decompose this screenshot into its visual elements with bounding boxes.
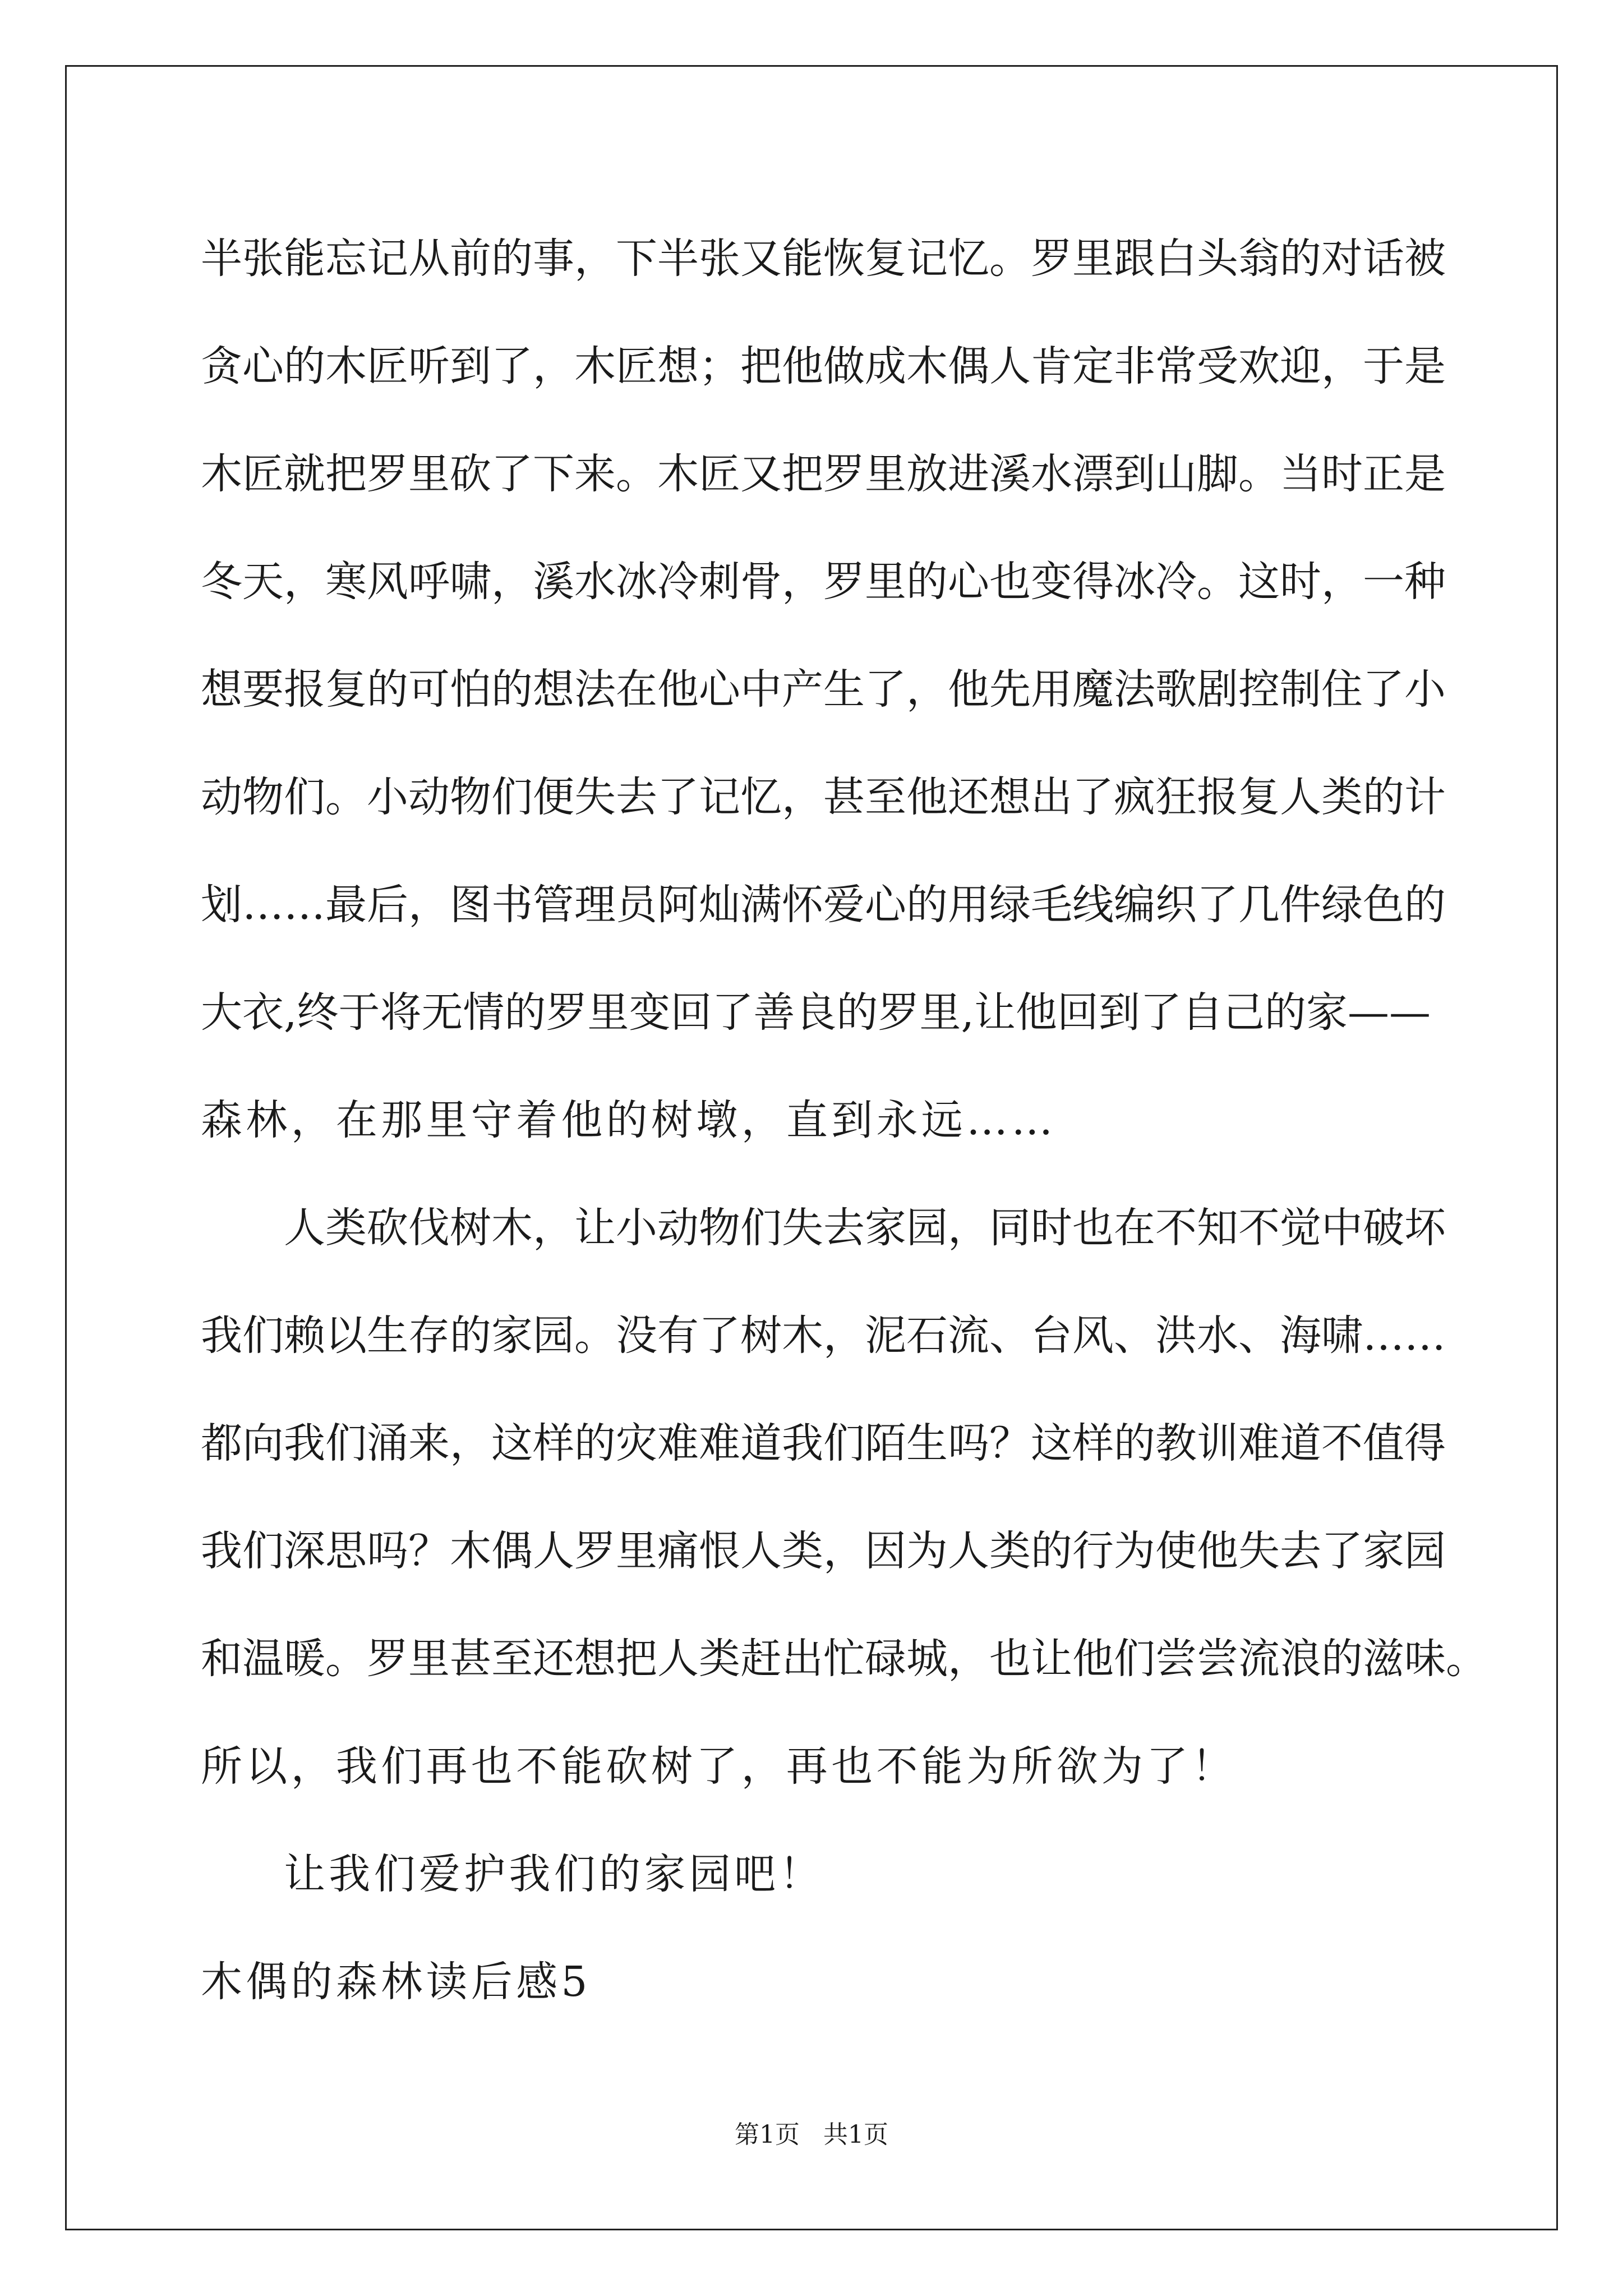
text-line: 我们赖以生存的家园。没有了树木，泥石流、台风、洪水、海啸…… bbox=[201, 1312, 1446, 1360]
text-line: 所以，我们再也不能砍树了，再也不能为所欲为了！ bbox=[201, 1742, 1237, 1791]
section-heading: 木偶的森林读后感5 bbox=[201, 1958, 591, 2006]
text-line: 我们深思吗？木偶人罗里痛恨人类，因为人类的行为使他失去了家园 bbox=[201, 1527, 1446, 1575]
text-line: 让我们爱护我们的家园吧！ bbox=[284, 1850, 824, 1898]
text-line: 都向我们涌来，这样的灾难难道我们陌生吗？这样的教训难道不值得 bbox=[201, 1419, 1446, 1467]
document-body bbox=[201, 205, 1487, 2036]
text-line: 大衣,终于将无情的罗里变回了善良的罗里,让他回到了自己的家—— bbox=[201, 988, 1431, 1037]
text-line: 森林，在那里守着他的树墩，直到永远…… bbox=[201, 1096, 1057, 1144]
text-line: 和温暖。罗里甚至还想把人类赶出忙碌城，也让他们尝尝流浪的滋味。 bbox=[201, 1635, 1487, 1683]
text-line: 人类砍伐树木，让小动物们失去家园，同时也在不知不觉中破坏 bbox=[284, 1204, 1446, 1252]
page-number: 第1页 共1页 bbox=[735, 2120, 888, 2149]
text-line: 贪心的木匠听到了，木匠想；把他做成木偶人肯定非常受欢迎，于是 bbox=[201, 342, 1446, 390]
text-line: 木匠就把罗里砍了下来。木匠又把罗里放进溪水漂到山脚。当时正是 bbox=[201, 450, 1446, 498]
text-line: 半张能忘记从前的事，下半张又能恢复记忆。罗里跟白头翁的对话被 bbox=[201, 234, 1446, 283]
text-line: 想要报复的可怕的想法在他心中产生了，他先用魔法歌剧控制住了小 bbox=[201, 665, 1446, 714]
text-line: 划……最后，图书管理员阿灿满怀爱心的用绿毛线编织了几件绿色的 bbox=[201, 881, 1446, 929]
text-line: 冬天，寒风呼啸，溪水冰冷刺骨，罗里的心也变得冰冷。这时，一种 bbox=[201, 558, 1446, 606]
text-line: 动物们。小动物们便失去了记忆，甚至他还想出了疯狂报复人类的计 bbox=[201, 773, 1446, 821]
